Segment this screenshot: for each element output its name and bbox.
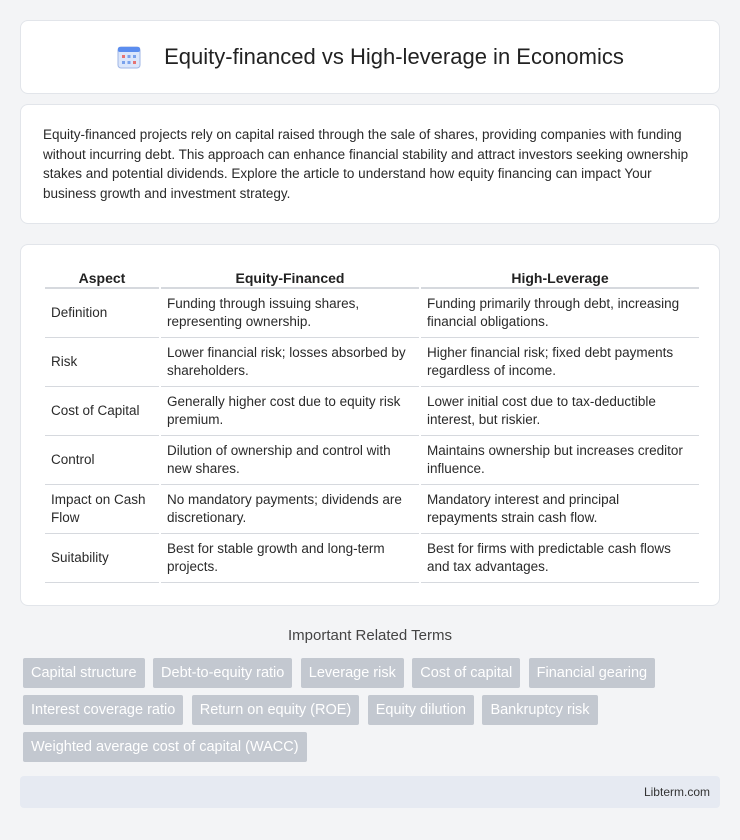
- equity-cell: Generally higher cost due to equity risk premium.: [161, 387, 419, 436]
- term-tag[interactable]: Leverage risk: [301, 658, 404, 688]
- leverage-cell: Higher financial risk; fixed debt payments regardless of income.: [421, 338, 699, 387]
- equity-cell: Lower financial risk; losses absorbed by shareholders.: [161, 338, 419, 387]
- leverage-cell: Funding primarily through debt, increasing financial obligations.: [421, 289, 699, 338]
- aspect-cell: Suitability: [45, 534, 159, 583]
- term-tag[interactable]: Return on equity (ROE): [192, 695, 360, 725]
- column-header: Aspect: [45, 263, 159, 289]
- term-tag[interactable]: Equity dilution: [368, 695, 474, 725]
- footer-site-link[interactable]: Libterm.com: [643, 785, 710, 799]
- equity-cell: Dilution of ownership and control with new shares.: [161, 436, 419, 485]
- column-header: High-Leverage: [421, 263, 699, 289]
- aspect-cell: Impact on Cash Flow: [45, 485, 159, 534]
- table-row: [45, 485, 699, 534]
- equity-cell: No mandatory payments; dividends are discretionary.: [161, 485, 419, 534]
- comparison-table: [43, 263, 701, 583]
- table-header-row: [45, 263, 699, 289]
- related-terms-list: [23, 658, 723, 769]
- term-tag[interactable]: Weighted average cost of capital (WACC): [23, 732, 307, 762]
- leverage-cell: Maintains ownership but increases creditor influence.: [421, 436, 699, 485]
- table-row: [45, 289, 699, 338]
- calendar-grid-icon: [116, 44, 142, 70]
- leverage-cell: Mandatory interest and principal repayments strain cash flow.: [421, 485, 699, 534]
- table-row: [45, 338, 699, 387]
- term-tag[interactable]: Financial gearing: [529, 658, 655, 688]
- equity-cell: Best for stable growth and long-term projects.: [161, 534, 419, 583]
- table-row: [45, 387, 699, 436]
- title-card: [20, 20, 720, 94]
- term-tag[interactable]: Interest coverage ratio: [23, 695, 183, 725]
- intro-paragraph: Equity-financed projects rely on capital raised through the sale of shares, providing companies with funding without incurring debt. This approach can enhance financial stability and attract investors seeking ownership stakes and potential dividends. Explore the article to understand how equity financing can impact Your business growth and investment strategy.: [43, 127, 689, 201]
- leverage-cell: Lower initial cost due to tax-deductible interest, but riskier.: [421, 387, 699, 436]
- aspect-cell: Risk: [45, 338, 159, 387]
- aspect-cell: Definition: [45, 289, 159, 338]
- comparison-card: [20, 244, 720, 606]
- equity-cell: Funding through issuing shares, representing ownership.: [161, 289, 419, 338]
- term-tag[interactable]: Bankruptcy risk: [482, 695, 597, 725]
- table-row: [45, 534, 699, 583]
- column-header: Equity-Financed: [161, 263, 419, 289]
- intro-card: [20, 104, 720, 224]
- table-row: [45, 436, 699, 485]
- term-tag[interactable]: Debt-to-equity ratio: [153, 658, 292, 688]
- aspect-cell: Cost of Capital: [45, 387, 159, 436]
- term-tag[interactable]: Capital structure: [23, 658, 145, 688]
- term-tag[interactable]: Cost of capital: [412, 658, 520, 688]
- leverage-cell: Best for firms with predictable cash flows and tax advantages.: [421, 534, 699, 583]
- related-terms-title: Important Related Terms: [288, 627, 452, 644]
- aspect-cell: Control: [45, 436, 159, 485]
- footer: [20, 776, 720, 808]
- page-title: Equity-financed vs High-leverage in Economics: [164, 44, 624, 69]
